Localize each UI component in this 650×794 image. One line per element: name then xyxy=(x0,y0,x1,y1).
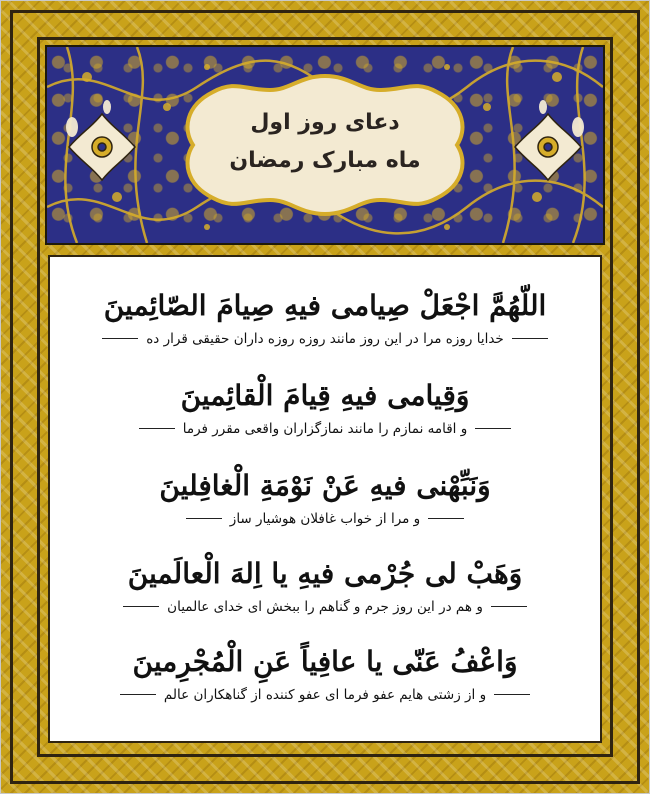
header-title-line-1: دعای روز اول xyxy=(250,110,400,135)
dash-divider xyxy=(512,338,548,339)
prayer-item xyxy=(50,289,600,347)
arabic-verse: اللّهُمَّ اجْعَلْ صِیامی فیهِ صِیامَ الصّائِمینَ xyxy=(103,289,547,322)
persian-translation: خدایا روزه مرا در این روز مانند روزه روزه داران حقیقی قرار ده xyxy=(146,330,504,347)
floral-medallion-icon xyxy=(513,112,583,182)
persian-translation: و مرا از خواب غافلان هوشیار ساز xyxy=(229,510,421,527)
title-medallion xyxy=(175,70,475,220)
floral-medallion-icon xyxy=(67,112,137,182)
persian-translation-row xyxy=(50,599,600,615)
arabic-verse: وَنَبِّهْنی فیهِ عَنْ نَوْمَةِ الْغافِلینَ xyxy=(159,469,491,502)
header-panel xyxy=(45,45,605,245)
prayer-item xyxy=(50,557,600,615)
persian-translation-row xyxy=(50,421,600,437)
persian-translation-row xyxy=(50,687,600,703)
dash-divider xyxy=(494,694,530,695)
arabic-verse: وَهَبْ لی جُرْمی فیهِ یا اِلهَ الْعالَمینَ xyxy=(127,557,523,590)
persian-translation-row xyxy=(50,511,600,527)
header-title-line-2: ماه مبارک رمضان xyxy=(229,148,421,173)
prayer-item xyxy=(50,645,600,703)
persian-translation-row xyxy=(50,331,600,347)
dash-divider xyxy=(123,606,159,607)
persian-translation: و اقامه نمازم را مانند نمازگزاران واقعی مقرر فرما xyxy=(182,420,468,437)
dash-divider xyxy=(428,518,464,519)
prayer-item xyxy=(50,379,600,437)
persian-translation: و از زشتی هایم عفو فرما ای عفو کننده از گناهکاران عالم xyxy=(163,686,487,703)
arabic-verse: وَاعْفُ عَنّی یا عافِیاً عَنِ الْمُجْرِمینَ xyxy=(132,645,518,678)
dash-divider xyxy=(475,428,511,429)
arabic-verse: وَقِیامی فیهِ قِیامَ الْقائِمینَ xyxy=(180,379,470,412)
dash-divider xyxy=(139,428,175,429)
dash-divider xyxy=(491,606,527,607)
dash-divider xyxy=(120,694,156,695)
prayer-item xyxy=(50,469,600,527)
dash-divider xyxy=(102,338,138,339)
persian-translation: و هم در این روز جرم و گناهم را ببخش ای خدای عالمیان xyxy=(167,598,483,615)
dash-divider xyxy=(186,518,222,519)
prayer-content-panel xyxy=(48,255,602,743)
